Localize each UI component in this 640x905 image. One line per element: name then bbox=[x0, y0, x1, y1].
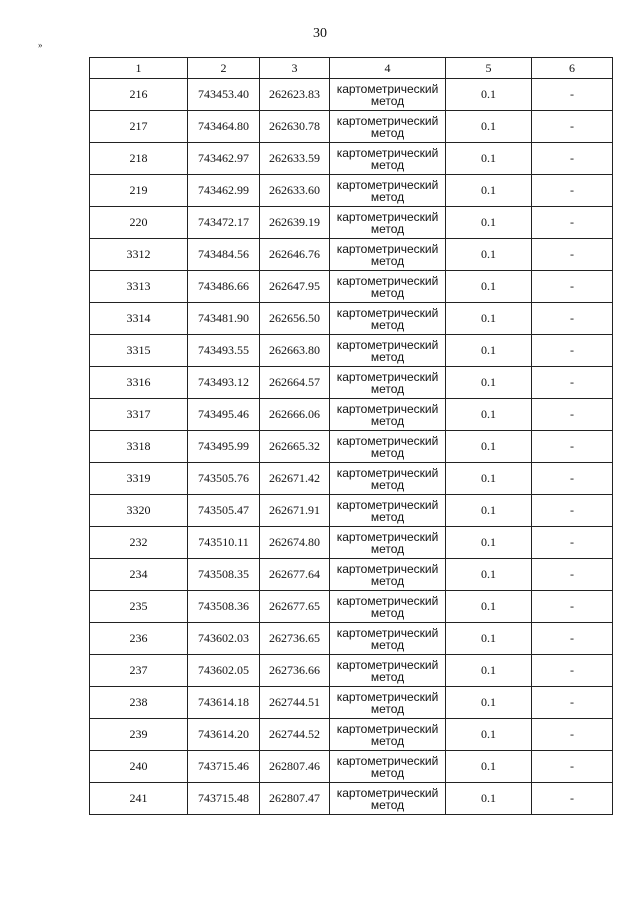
method-line-1: картометрический bbox=[336, 497, 439, 512]
accuracy-cell: 0.1 bbox=[446, 527, 532, 559]
accuracy-cell: 0.1 bbox=[446, 303, 532, 335]
accuracy-cell: 0.1 bbox=[446, 431, 532, 463]
method-line-1: картометрический bbox=[336, 561, 439, 576]
margin-mark: » bbox=[38, 40, 43, 50]
point-number-cell: 216 bbox=[90, 79, 188, 111]
note-cell: - bbox=[532, 239, 613, 271]
x-coordinate-cell: 743602.05 bbox=[188, 655, 260, 687]
method-cell bbox=[330, 559, 446, 591]
table-row bbox=[90, 367, 613, 399]
method-line-1: картометрический bbox=[336, 625, 439, 640]
method-line-2: метод bbox=[370, 413, 405, 428]
x-coordinate-cell: 743715.46 bbox=[188, 751, 260, 783]
method-line-2: метод bbox=[370, 317, 405, 332]
y-coordinate-cell: 262671.91 bbox=[260, 495, 330, 527]
accuracy-cell: 0.1 bbox=[446, 495, 532, 527]
accuracy-cell: 0.1 bbox=[446, 719, 532, 751]
point-number-cell: 237 bbox=[90, 655, 188, 687]
method-line-1: картометрический bbox=[336, 433, 439, 448]
y-coordinate-cell: 262623.83 bbox=[260, 79, 330, 111]
method-cell bbox=[330, 271, 446, 303]
method-line-2: метод bbox=[370, 253, 405, 268]
column-header: 3 bbox=[260, 58, 330, 79]
column-header: 6 bbox=[532, 58, 613, 79]
y-coordinate-cell: 262736.66 bbox=[260, 655, 330, 687]
y-coordinate-cell: 262807.46 bbox=[260, 751, 330, 783]
accuracy-cell: 0.1 bbox=[446, 271, 532, 303]
method-line-1: картометрический bbox=[336, 305, 439, 320]
table-row bbox=[90, 207, 613, 239]
method-cell bbox=[330, 367, 446, 399]
y-coordinate-cell: 262744.51 bbox=[260, 687, 330, 719]
point-number-cell: 218 bbox=[90, 143, 188, 175]
point-number-cell: 3318 bbox=[90, 431, 188, 463]
x-coordinate-cell: 743493.55 bbox=[188, 335, 260, 367]
method-line-1: картометрический bbox=[336, 657, 439, 672]
method-line-1: картометрический bbox=[336, 721, 439, 736]
x-coordinate-cell: 743484.56 bbox=[188, 239, 260, 271]
method-cell bbox=[330, 751, 446, 783]
method-line-2: метод bbox=[370, 797, 405, 812]
method-cell bbox=[330, 79, 446, 111]
method-line-2: метод bbox=[370, 189, 405, 204]
column-header: 5 bbox=[446, 58, 532, 79]
y-coordinate-cell: 262646.76 bbox=[260, 239, 330, 271]
note-cell: - bbox=[532, 175, 613, 207]
accuracy-cell: 0.1 bbox=[446, 655, 532, 687]
method-line-2: метод bbox=[370, 445, 405, 460]
point-number-cell: 3315 bbox=[90, 335, 188, 367]
table-row bbox=[90, 431, 613, 463]
table-row bbox=[90, 335, 613, 367]
method-line-1: картометрический bbox=[336, 177, 439, 192]
x-coordinate-cell: 743462.97 bbox=[188, 143, 260, 175]
point-number-cell: 217 bbox=[90, 111, 188, 143]
table-row bbox=[90, 783, 613, 815]
x-coordinate-cell: 743505.76 bbox=[188, 463, 260, 495]
column-header: 4 bbox=[330, 58, 446, 79]
point-number-cell: 235 bbox=[90, 591, 188, 623]
y-coordinate-cell: 262677.64 bbox=[260, 559, 330, 591]
accuracy-cell: 0.1 bbox=[446, 111, 532, 143]
method-line-2: метод bbox=[370, 125, 405, 140]
accuracy-cell: 0.1 bbox=[446, 623, 532, 655]
accuracy-cell: 0.1 bbox=[446, 335, 532, 367]
accuracy-cell: 0.1 bbox=[446, 687, 532, 719]
x-coordinate-cell: 743462.99 bbox=[188, 175, 260, 207]
method-cell bbox=[330, 239, 446, 271]
accuracy-cell: 0.1 bbox=[446, 399, 532, 431]
table-row bbox=[90, 719, 613, 751]
y-coordinate-cell: 262671.42 bbox=[260, 463, 330, 495]
point-number-cell: 241 bbox=[90, 783, 188, 815]
x-coordinate-cell: 743510.11 bbox=[188, 527, 260, 559]
x-coordinate-cell: 743602.03 bbox=[188, 623, 260, 655]
note-cell: - bbox=[532, 303, 613, 335]
method-line-1: картометрический bbox=[336, 529, 439, 544]
method-cell bbox=[330, 623, 446, 655]
table-row bbox=[90, 623, 613, 655]
y-coordinate-cell: 262647.95 bbox=[260, 271, 330, 303]
method-line-2: метод bbox=[370, 733, 405, 748]
x-coordinate-cell: 743453.40 bbox=[188, 79, 260, 111]
note-cell: - bbox=[532, 751, 613, 783]
point-number-cell: 240 bbox=[90, 751, 188, 783]
point-number-cell: 239 bbox=[90, 719, 188, 751]
method-line-2: метод bbox=[370, 637, 405, 652]
accuracy-cell: 0.1 bbox=[446, 751, 532, 783]
point-number-cell: 3312 bbox=[90, 239, 188, 271]
coordinates-table-body bbox=[90, 58, 613, 815]
table-row bbox=[90, 751, 613, 783]
note-cell: - bbox=[532, 367, 613, 399]
method-cell bbox=[330, 207, 446, 239]
table-row bbox=[90, 239, 613, 271]
y-coordinate-cell: 262744.52 bbox=[260, 719, 330, 751]
method-line-1: картометрический bbox=[336, 753, 439, 768]
method-cell bbox=[330, 431, 446, 463]
point-number-cell: 3319 bbox=[90, 463, 188, 495]
x-coordinate-cell: 743495.99 bbox=[188, 431, 260, 463]
x-coordinate-cell: 743495.46 bbox=[188, 399, 260, 431]
note-cell: - bbox=[532, 591, 613, 623]
x-coordinate-cell: 743481.90 bbox=[188, 303, 260, 335]
accuracy-cell: 0.1 bbox=[446, 559, 532, 591]
method-line-1: картометрический bbox=[336, 369, 439, 384]
method-line-1: картометрический bbox=[336, 145, 439, 160]
method-line-2: метод bbox=[370, 573, 405, 588]
point-number-cell: 3313 bbox=[90, 271, 188, 303]
accuracy-cell: 0.1 bbox=[446, 207, 532, 239]
table-row bbox=[90, 111, 613, 143]
y-coordinate-cell: 262665.32 bbox=[260, 431, 330, 463]
y-coordinate-cell: 262736.65 bbox=[260, 623, 330, 655]
method-cell bbox=[330, 655, 446, 687]
note-cell: - bbox=[532, 655, 613, 687]
table-row bbox=[90, 495, 613, 527]
accuracy-cell: 0.1 bbox=[446, 239, 532, 271]
accuracy-cell: 0.1 bbox=[446, 143, 532, 175]
method-line-2: метод bbox=[370, 285, 405, 300]
method-cell bbox=[330, 495, 446, 527]
x-coordinate-cell: 743508.35 bbox=[188, 559, 260, 591]
method-line-1: картометрический bbox=[336, 273, 439, 288]
table-row bbox=[90, 271, 613, 303]
x-coordinate-cell: 743614.20 bbox=[188, 719, 260, 751]
table-row bbox=[90, 591, 613, 623]
note-cell: - bbox=[532, 271, 613, 303]
method-cell bbox=[330, 143, 446, 175]
note-cell: - bbox=[532, 207, 613, 239]
note-cell: - bbox=[532, 399, 613, 431]
method-line-2: метод bbox=[370, 765, 405, 780]
x-coordinate-cell: 743472.17 bbox=[188, 207, 260, 239]
table-row bbox=[90, 527, 613, 559]
table-row bbox=[90, 559, 613, 591]
table-row bbox=[90, 79, 613, 111]
point-number-cell: 3317 bbox=[90, 399, 188, 431]
point-number-cell: 3320 bbox=[90, 495, 188, 527]
note-cell: - bbox=[532, 783, 613, 815]
coordinates-table bbox=[89, 57, 613, 815]
x-coordinate-cell: 743464.80 bbox=[188, 111, 260, 143]
method-line-2: метод bbox=[370, 541, 405, 556]
method-line-1: картометрический bbox=[336, 401, 439, 416]
accuracy-cell: 0.1 bbox=[446, 367, 532, 399]
y-coordinate-cell: 262639.19 bbox=[260, 207, 330, 239]
method-cell bbox=[330, 111, 446, 143]
table-row bbox=[90, 175, 613, 207]
note-cell: - bbox=[532, 335, 613, 367]
point-number-cell: 232 bbox=[90, 527, 188, 559]
y-coordinate-cell: 262666.06 bbox=[260, 399, 330, 431]
y-coordinate-cell: 262633.59 bbox=[260, 143, 330, 175]
column-header: 2 bbox=[188, 58, 260, 79]
note-cell: - bbox=[532, 143, 613, 175]
x-coordinate-cell: 743508.36 bbox=[188, 591, 260, 623]
point-number-cell: 236 bbox=[90, 623, 188, 655]
x-coordinate-cell: 743505.47 bbox=[188, 495, 260, 527]
method-cell bbox=[330, 335, 446, 367]
table-row bbox=[90, 687, 613, 719]
method-cell bbox=[330, 463, 446, 495]
note-cell: - bbox=[532, 527, 613, 559]
y-coordinate-cell: 262663.80 bbox=[260, 335, 330, 367]
method-cell bbox=[330, 175, 446, 207]
method-cell bbox=[330, 783, 446, 815]
method-line-2: метод bbox=[370, 477, 405, 492]
note-cell: - bbox=[532, 623, 613, 655]
method-cell bbox=[330, 527, 446, 559]
y-coordinate-cell: 262633.60 bbox=[260, 175, 330, 207]
table-row bbox=[90, 655, 613, 687]
method-line-2: метод bbox=[370, 669, 405, 684]
table-row bbox=[90, 303, 613, 335]
method-line-1: картометрический bbox=[336, 689, 439, 704]
y-coordinate-cell: 262807.47 bbox=[260, 783, 330, 815]
point-number-cell: 3314 bbox=[90, 303, 188, 335]
column-header: 1 bbox=[90, 58, 188, 79]
method-cell bbox=[330, 687, 446, 719]
table-row bbox=[90, 463, 613, 495]
point-number-cell: 220 bbox=[90, 207, 188, 239]
method-line-2: метод bbox=[370, 349, 405, 364]
method-line-1: картометрический bbox=[336, 337, 439, 352]
note-cell: - bbox=[532, 687, 613, 719]
page-number: 30 bbox=[313, 26, 327, 41]
note-cell: - bbox=[532, 431, 613, 463]
point-number-cell: 3316 bbox=[90, 367, 188, 399]
method-line-1: картометрический bbox=[336, 465, 439, 480]
method-line-1: картометрический bbox=[336, 785, 439, 800]
method-cell bbox=[330, 719, 446, 751]
method-line-2: метод bbox=[370, 381, 405, 396]
note-cell: - bbox=[532, 559, 613, 591]
method-line-2: метод bbox=[370, 221, 405, 236]
y-coordinate-cell: 262630.78 bbox=[260, 111, 330, 143]
note-cell: - bbox=[532, 719, 613, 751]
method-line-2: метод bbox=[370, 701, 405, 716]
table-header-row bbox=[90, 58, 613, 79]
table-row bbox=[90, 399, 613, 431]
method-cell bbox=[330, 399, 446, 431]
method-line-2: метод bbox=[370, 605, 405, 620]
method-line-1: картометрический bbox=[336, 593, 439, 608]
x-coordinate-cell: 743486.66 bbox=[188, 271, 260, 303]
y-coordinate-cell: 262674.80 bbox=[260, 527, 330, 559]
accuracy-cell: 0.1 bbox=[446, 463, 532, 495]
method-cell bbox=[330, 591, 446, 623]
note-cell: - bbox=[532, 495, 613, 527]
x-coordinate-cell: 743614.18 bbox=[188, 687, 260, 719]
method-line-1: картометрический bbox=[336, 209, 439, 224]
x-coordinate-cell: 743715.48 bbox=[188, 783, 260, 815]
method-line-2: метод bbox=[370, 93, 405, 108]
method-line-1: картометрический bbox=[336, 241, 439, 256]
method-line-2: метод bbox=[370, 509, 405, 524]
note-cell: - bbox=[532, 79, 613, 111]
point-number-cell: 219 bbox=[90, 175, 188, 207]
point-number-cell: 234 bbox=[90, 559, 188, 591]
method-line-2: метод bbox=[370, 157, 405, 172]
method-line-1: картометрический bbox=[336, 113, 439, 128]
accuracy-cell: 0.1 bbox=[446, 175, 532, 207]
method-line-1: картометрический bbox=[336, 81, 439, 96]
method-cell bbox=[330, 303, 446, 335]
accuracy-cell: 0.1 bbox=[446, 79, 532, 111]
accuracy-cell: 0.1 bbox=[446, 783, 532, 815]
y-coordinate-cell: 262664.57 bbox=[260, 367, 330, 399]
y-coordinate-cell: 262677.65 bbox=[260, 591, 330, 623]
x-coordinate-cell: 743493.12 bbox=[188, 367, 260, 399]
table-row bbox=[90, 143, 613, 175]
accuracy-cell: 0.1 bbox=[446, 591, 532, 623]
note-cell: - bbox=[532, 463, 613, 495]
note-cell: - bbox=[532, 111, 613, 143]
y-coordinate-cell: 262656.50 bbox=[260, 303, 330, 335]
point-number-cell: 238 bbox=[90, 687, 188, 719]
